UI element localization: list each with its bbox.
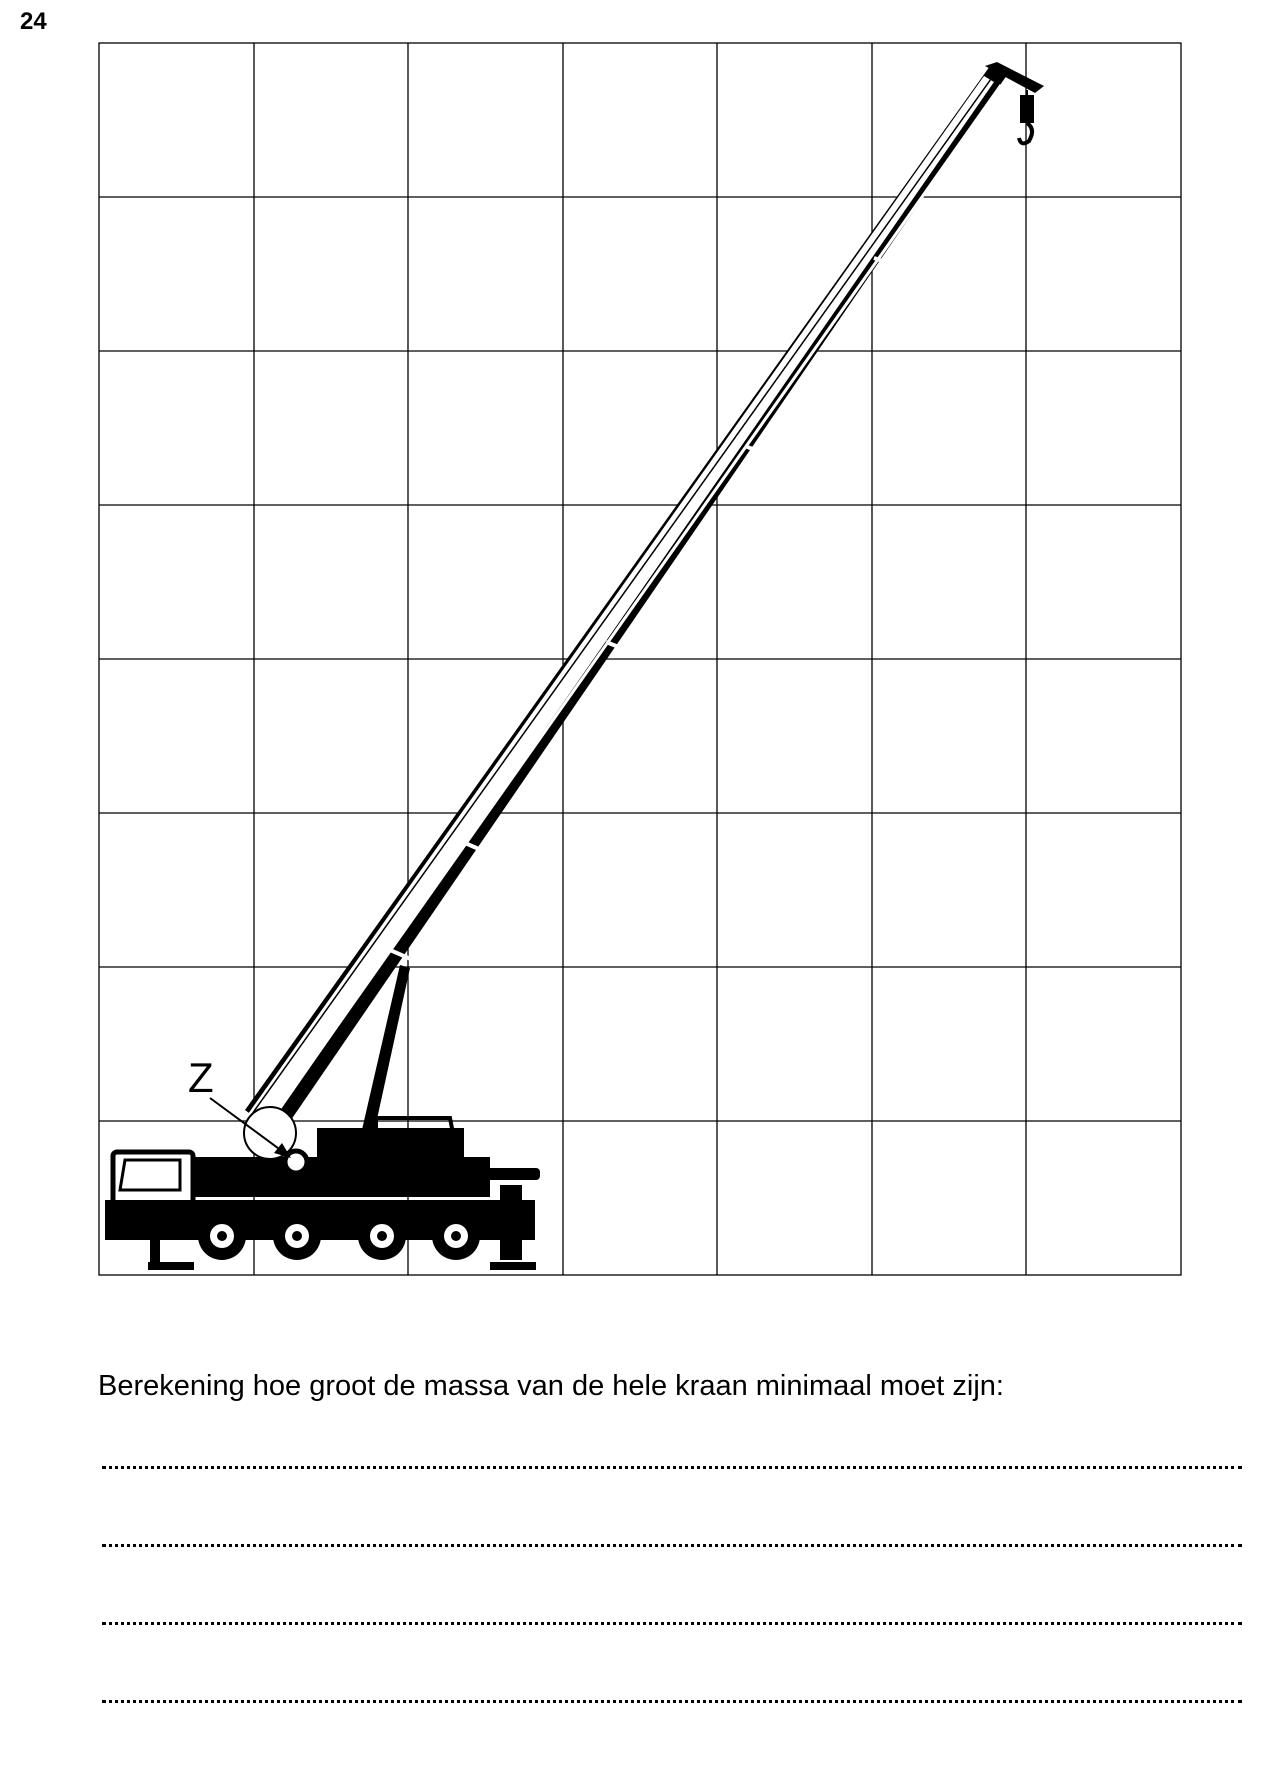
answer-line[interactable]	[102, 1622, 1242, 1625]
pivot-label: Z	[188, 1054, 214, 1101]
answer-line[interactable]	[102, 1466, 1242, 1469]
calculation-prompt: Berekening hoe groot de massa van de hele kraan minimaal moet zijn:	[98, 1370, 1004, 1402]
answer-line[interactable]	[102, 1544, 1242, 1547]
crane-boom	[245, 62, 1044, 1136]
question-number: 24	[20, 8, 47, 35]
answer-line[interactable]	[102, 1700, 1242, 1703]
